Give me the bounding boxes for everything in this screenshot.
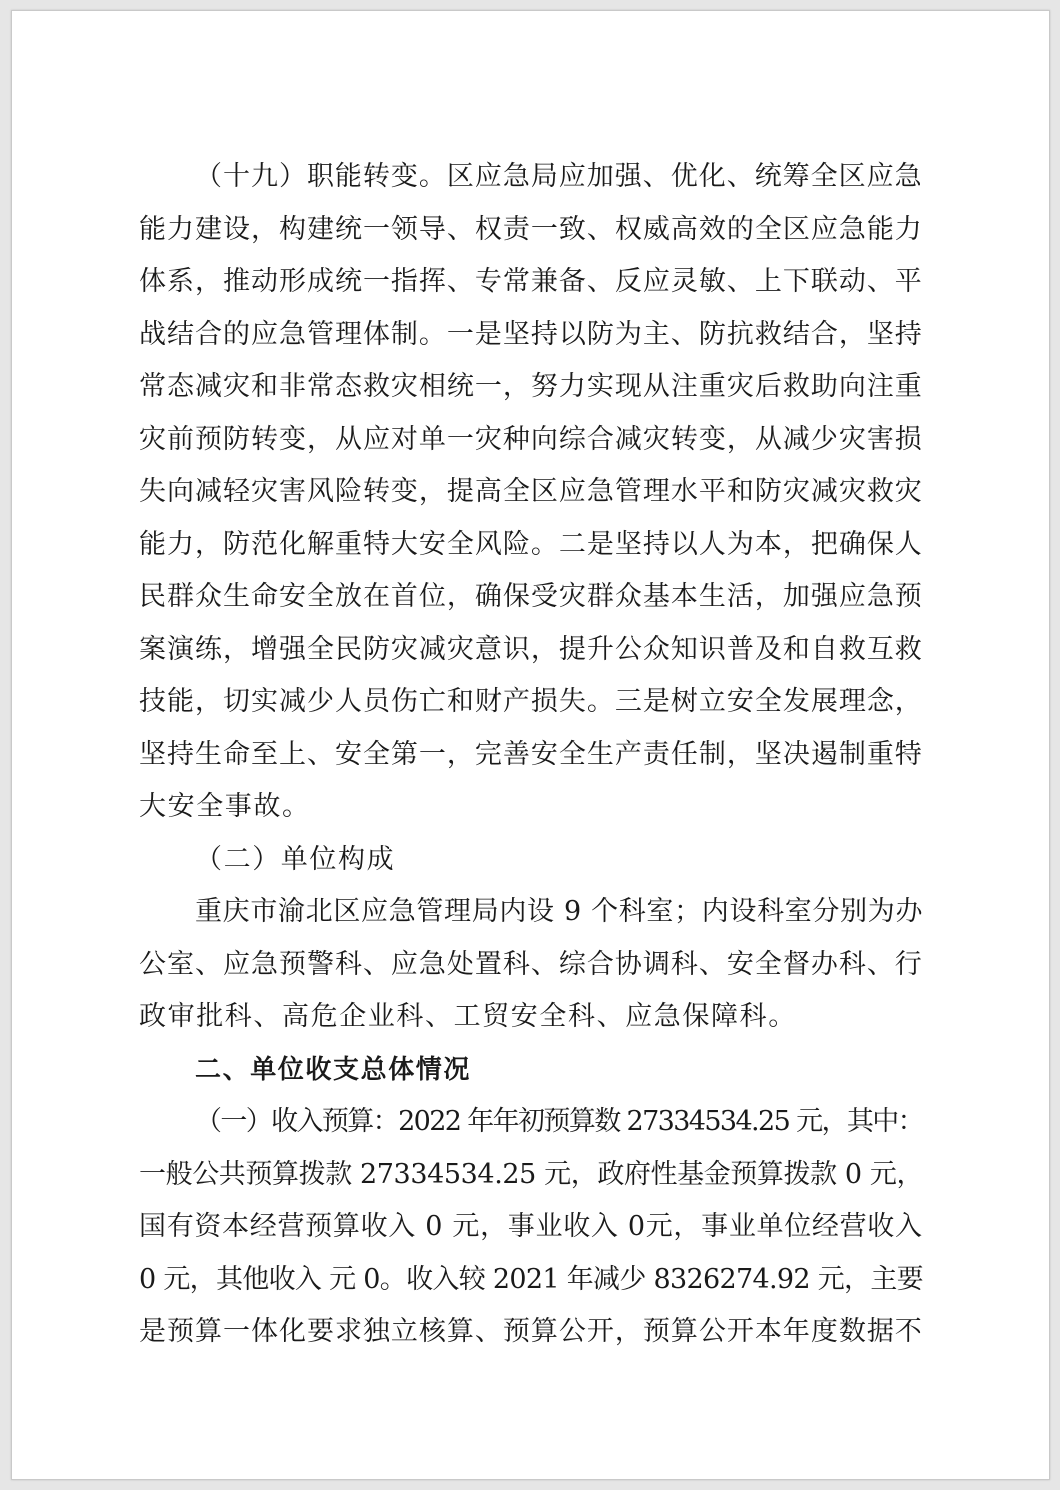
paragraph-line: 公室、应急预警科、应急处置科、综合协调科、安全督办科、行 <box>139 948 923 980</box>
paragraph-line: 案演练，增强全民防灾减灾意识，提升公众知识普及和自救互救 <box>139 633 923 665</box>
paragraph-line: 政审批科、高危企业科、工贸安全科、应急保障科。 <box>139 1001 797 1032</box>
paragraph-line: （一）收入预算：2022 年年初预算数 27334534.25 元，其中： <box>195 1106 924 1137</box>
paragraph-line: 能力建设，构建统一领导、权责一致、权威高效的全区应急能力 <box>139 213 923 245</box>
section-subheading: （二）单位构成 <box>195 843 396 875</box>
paragraph-line: 战结合的应急管理体制。一是坚持以防为主、防抗救结合，坚持 <box>139 318 923 350</box>
paragraph-line: 是预算一体化要求独立核算、预算公开，预算公开本年度数据不 <box>139 1316 923 1347</box>
paragraph-line: 坚持生命至上、安全第一，完善安全生产责任制，坚决遏制重特 <box>139 738 923 770</box>
paragraph-line: 技能，切实减少人员伤亡和财产损失。三是树立安全发展理念， <box>139 686 923 717</box>
paragraph-line: 一般公共预算拨款 27334534.25 元，政府性基金预算拨款 0 元， <box>139 1158 924 1190</box>
paragraph-line: 能力，防范化解重特大安全风险。二是坚持以人为本，把确保人 <box>139 528 923 560</box>
paragraph-line: 常态减灾和非常态救灾相统一，努力实现从注重灾后救助向注重 <box>139 371 923 402</box>
paragraph-line: 体系，推动形成统一指挥、专常兼备、反应灵敏、上下联动、平 <box>139 266 923 297</box>
section-heading: 二、单位收支总体情况 <box>195 1054 472 1085</box>
paragraph-line: 0 元，其他收入 元 0。收入较 2021 年减少 8326274.92 元，主要 <box>139 1263 923 1295</box>
document-body <box>139 151 923 1359</box>
paragraph-line: 失向减轻灾害风险转变，提高全区应急管理水平和防灾减灾救灾 <box>139 476 923 507</box>
paragraph-line: 重庆市渝北区应急管理局内设 9 个科室；内设科室分别为办 <box>195 896 924 927</box>
paragraph-line: 国有资本经营预算收入 0 元，事业收入 0元，事业单位经营收入 <box>139 1211 923 1242</box>
paragraph-line: 灾前预防转变，从应对单一灾种向综合减灾转变，从减少灾害损 <box>139 423 923 455</box>
paragraph-line: （十九）职能转变。区应急局应加强、优化、统筹全区应急 <box>195 161 923 192</box>
paragraph-line: 民群众生命安全放在首位，确保受灾群众基本生活，加强应急预 <box>139 581 923 612</box>
document-page <box>11 10 1050 1480</box>
paragraph-line: 大安全事故。 <box>139 791 311 822</box>
